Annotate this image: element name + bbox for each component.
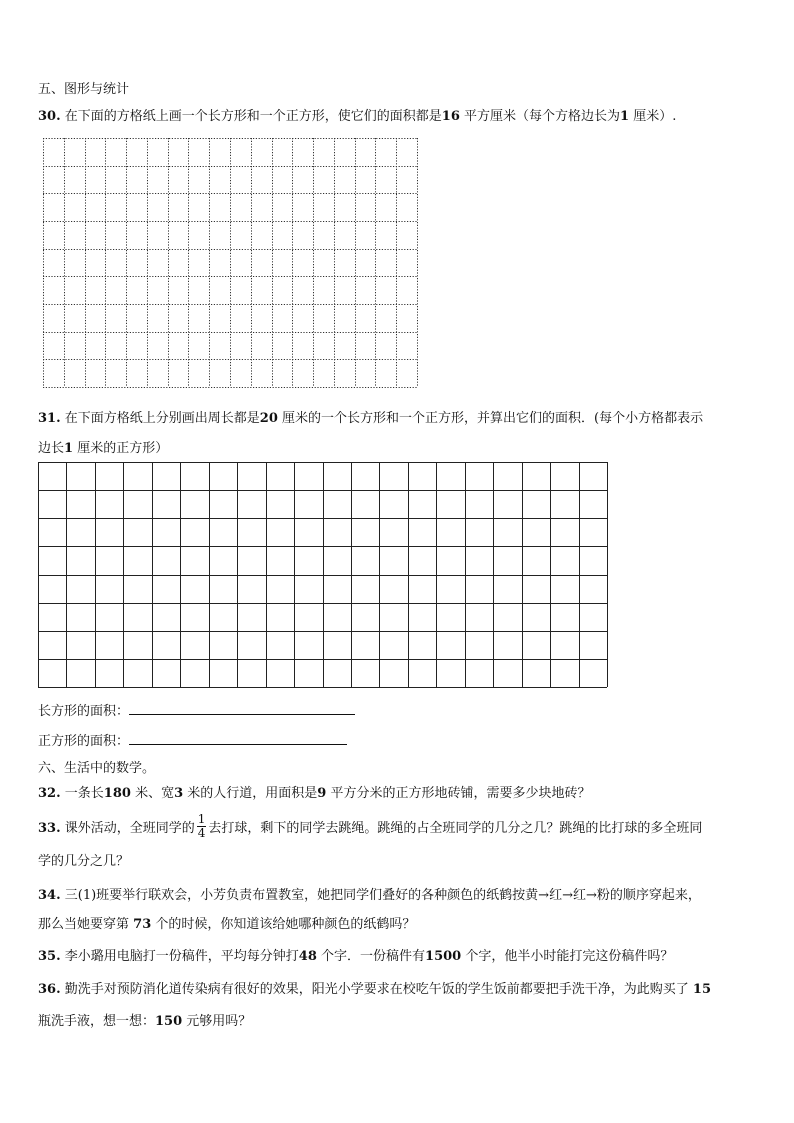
question-text: 瓶洗手液，想一想： <box>38 1014 156 1029</box>
question-number: 32. <box>38 786 61 801</box>
question-31-line-2 <box>38 437 168 456</box>
value: 48 <box>298 949 317 964</box>
question-32 <box>38 782 590 801</box>
question-31 <box>38 407 703 426</box>
question-text: 厘米的正方形） <box>77 441 169 456</box>
value-unit: 1 <box>64 441 74 456</box>
question-text: 边长 <box>38 441 65 456</box>
question-number: 33. <box>38 821 61 836</box>
question-33 <box>38 812 703 842</box>
question-text: 那么当她要穿第 <box>38 917 130 932</box>
question-text: 个的时候，你知道该给她哪种颜色的纸鹤吗？ <box>155 917 416 932</box>
rect-area-answer <box>38 700 355 719</box>
question-36 <box>38 978 711 997</box>
question-text: 课外活动，全班同学的 <box>64 821 195 836</box>
rect-area-label: 长方形的面积： <box>38 704 130 719</box>
question-text: 勤洗手对预防消化道传染病有很好的效果，阳光小学要求在校吃午饭的学生饭前都要把手洗干净，为此购买了 <box>64 982 689 997</box>
question-text: 在下面的方格纸上画一个长方形和一个正方形，使它们的面积都是 <box>64 109 442 124</box>
question-text: 米的人行道，用面积是 <box>187 786 318 801</box>
rect-area-blank[interactable] <box>129 702 355 715</box>
fraction-numerator: 1 <box>197 812 206 826</box>
dotted-grid-paper <box>43 138 417 387</box>
value-perimeter: 20 <box>259 411 278 426</box>
square-area-answer <box>38 730 347 749</box>
question-30 <box>38 105 676 124</box>
value: 3 <box>174 786 184 801</box>
value-unit: 1 <box>620 109 630 124</box>
question-number: 35. <box>38 949 61 964</box>
question-number: 30. <box>38 109 61 124</box>
value: 180 <box>103 786 131 801</box>
value: 73 <box>133 917 152 932</box>
question-33-line-2: 学的几分之几？ <box>38 854 130 869</box>
square-area-label: 正方形的面积： <box>38 734 130 749</box>
section-5-heading: 五、图形与统计 <box>38 82 130 97</box>
question-text: 个字，他半小时能打完这份稿件吗？ <box>465 949 674 964</box>
question-number: 36. <box>38 982 61 997</box>
question-34-line-2 <box>38 913 415 932</box>
question-text: 厘米）. <box>633 109 677 124</box>
question-text: 在下面方格纸上分别画出周长都是 <box>64 411 260 426</box>
value: 1500 <box>425 949 462 964</box>
question-text: 厘米的一个长方形和一个正方形，并算出它们的面积．(每个小方格都表示 <box>282 411 704 426</box>
question-36-line-2 <box>38 1010 251 1029</box>
question-text: 去打球，剩下的同学去跳绳。跳绳的占全班同学的几分之几？跳绳的比打球的多全班同 <box>208 821 703 836</box>
value: 15 <box>692 982 712 997</box>
question-34 <box>38 884 701 903</box>
question-text: 元够用吗？ <box>186 1014 252 1029</box>
fraction-one-quarter <box>197 813 207 840</box>
question-text: 三(1)班要举行联欢会，小芳负责布置教室，她把同学们叠好的各种颜色的纸鹤按黄→红→红→粉的顺序穿起来， <box>64 888 701 903</box>
question-text: 个字．一份稿件有 <box>321 949 426 964</box>
question-text: 米、宽 <box>135 786 175 801</box>
question-text: 李小璐用电脑打一份稿件，平均每分钟打 <box>64 949 299 964</box>
value: 150 <box>155 1014 183 1029</box>
question-number: 31. <box>38 411 61 426</box>
question-text: 平方分米的正方形地砖铺，需要多少块地砖？ <box>330 786 591 801</box>
question-text: 一条长 <box>64 786 104 801</box>
fraction-denominator: 4 <box>197 826 206 840</box>
solid-grid-paper <box>38 462 607 687</box>
value: 9 <box>317 786 327 801</box>
question-35 <box>38 945 673 964</box>
value-area: 16 <box>441 109 460 124</box>
question-number: 34. <box>38 888 61 903</box>
section-6-heading: 六、生活中的数学。 <box>38 761 156 776</box>
question-text: 平方厘米（每个方格边长为 <box>464 109 621 124</box>
square-area-blank[interactable] <box>129 732 347 745</box>
